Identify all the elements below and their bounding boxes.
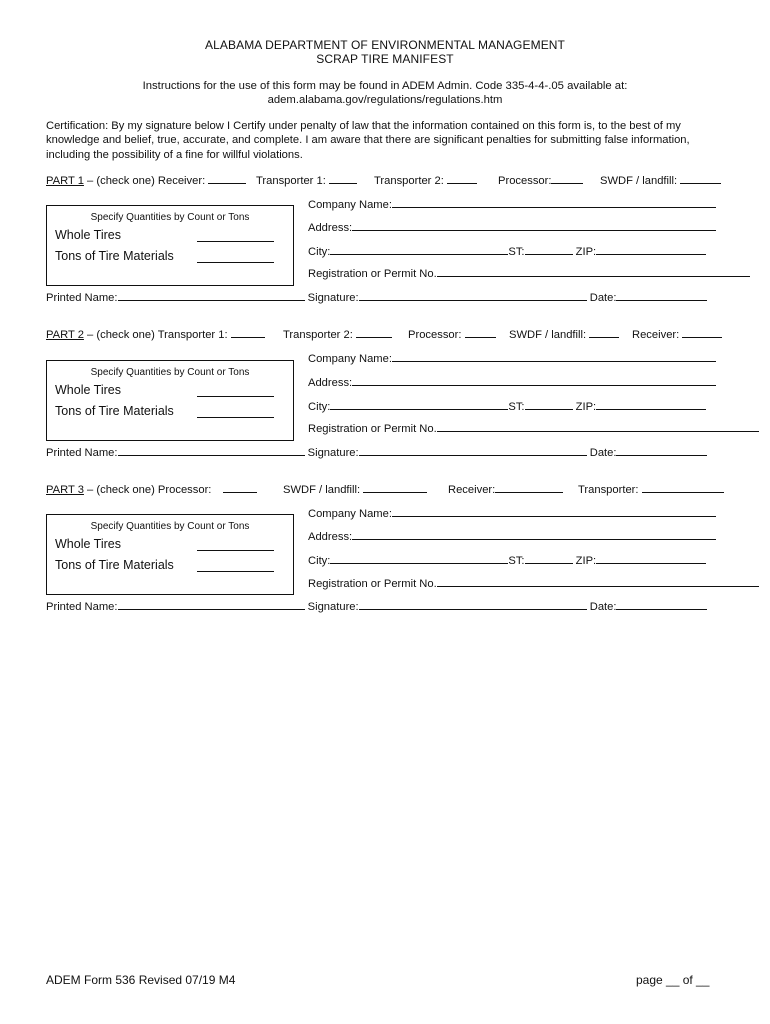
part2-transporter2-blank[interactable]	[356, 326, 392, 338]
part2-specify-heading: Specify Quantities by Count or Tons	[90, 367, 250, 378]
part2-st-field[interactable]	[525, 398, 573, 410]
part3-company-field[interactable]	[392, 505, 716, 517]
part3-label: PART 3	[46, 484, 84, 496]
part2-receiver-label: Receiver:	[632, 329, 680, 341]
part3-registration-label: Registration or Permit No.	[308, 578, 437, 590]
part1-st-field[interactable]	[525, 243, 573, 255]
part1-st-label: ST:	[508, 246, 525, 258]
page-number-footer: page __ of __	[636, 973, 710, 987]
part1-header	[46, 172, 246, 187]
part2-whole-tires-field[interactable]	[197, 396, 274, 397]
part3-address-label: Address:	[308, 531, 353, 543]
part1-signature-field[interactable]	[359, 289, 587, 301]
part3-option-receiver	[448, 481, 563, 496]
part1-zip-field[interactable]	[596, 243, 706, 255]
part2-label: PART 2	[46, 329, 84, 341]
part3-st-field[interactable]	[525, 552, 573, 564]
part2-tons-field[interactable]	[197, 417, 274, 418]
form-subtitle: SCRAP TIRE MANIFEST	[316, 52, 454, 66]
certification-text: Certification: By my signature below I Certify under penalty of law that the information contained on this form is, to the best of my knowledge and belief, true, accurate, and complete. I am aware that there are significant penalties for submitting false information, including the possibility of a fine for willful violations.	[46, 120, 690, 161]
part1-company-label: Company Name:	[308, 199, 392, 211]
part2-whole-tires-label: Whole Tires	[55, 383, 121, 397]
part3-transporter-blank[interactable]	[642, 481, 724, 493]
part1-option-transporter2	[374, 172, 477, 187]
part2-date-label: Date:	[589, 447, 617, 459]
part3-address-row	[308, 528, 716, 543]
part3-option-transporter	[578, 481, 724, 496]
part3-address-field[interactable]	[352, 528, 716, 540]
part1-transporter2-blank[interactable]	[447, 172, 477, 184]
part3-date-field[interactable]	[616, 598, 707, 610]
part1-address-row	[308, 219, 716, 234]
part1-swdf-blank[interactable]	[680, 172, 721, 184]
part2-signature-field[interactable]	[359, 444, 587, 456]
part2-option-transporter2	[283, 326, 392, 341]
part1-address-field[interactable]	[352, 219, 716, 231]
part1-swdf-label: SWDF / landfill:	[600, 175, 678, 187]
part1-quantity-box	[46, 205, 294, 286]
part3-city-label: City:	[308, 555, 331, 567]
part3-processor-blank[interactable]	[223, 481, 257, 493]
part3-specify-heading: Specify Quantities by Count or Tons	[90, 521, 250, 532]
part2-signature-row	[46, 444, 707, 459]
part2-option-receiver	[632, 326, 722, 341]
part3-company-label: Company Name:	[308, 508, 392, 520]
part1-date-field[interactable]	[616, 289, 707, 301]
part3-st-label: ST:	[508, 555, 525, 567]
part1-check-receiver-label: – (check one) Receiver:	[83, 175, 206, 187]
part2-quantity-box	[46, 360, 294, 441]
part1-city-label: City:	[308, 246, 331, 258]
part3-receiver-label: Receiver:	[448, 484, 496, 496]
part1-address-label: Address:	[308, 222, 353, 234]
part3-tons-field[interactable]	[197, 571, 274, 572]
part2-company-label: Company Name:	[308, 353, 392, 365]
part2-zip-label: ZIP:	[575, 401, 597, 413]
part2-zip-field[interactable]	[596, 398, 706, 410]
part1-signature-row	[46, 289, 707, 304]
part1-whole-tires-label: Whole Tires	[55, 228, 121, 242]
part1-registration-field[interactable]	[437, 265, 750, 277]
part2-option-swdf	[509, 326, 619, 341]
part2-city-field[interactable]	[330, 398, 508, 410]
part3-swdf-blank[interactable]	[363, 481, 427, 493]
form-id-footer: ADEM Form 536 Revised 07/19 M4	[46, 973, 236, 987]
part3-city-field[interactable]	[330, 552, 508, 564]
part3-registration-field[interactable]	[437, 575, 759, 587]
part2-company-field[interactable]	[392, 350, 716, 362]
form-title: ALABAMA DEPARTMENT OF ENVIRONMENTAL MANAGEMENT	[205, 38, 565, 52]
part1-company-row	[308, 196, 716, 211]
part2-receiver-blank[interactable]	[682, 326, 722, 338]
part2-swdf-label: SWDF / landfill:	[509, 329, 587, 341]
part2-city-row	[308, 398, 706, 413]
part2-printed-name-field[interactable]	[118, 444, 305, 456]
part1-transporter2-label: Transporter 2:	[374, 175, 444, 187]
part1-specify-heading: Specify Quantities by Count or Tons	[90, 212, 250, 223]
part3-receiver-blank[interactable]	[495, 481, 563, 493]
part3-company-row	[308, 505, 716, 520]
part1-receiver-blank[interactable]	[208, 172, 246, 184]
part3-date-label: Date:	[589, 601, 617, 613]
part1-signature-label: Signature:	[307, 292, 359, 304]
part1-option-processor	[498, 172, 583, 187]
part3-check-processor-label: – (check one) Processor:	[83, 484, 212, 496]
part3-printed-name-field[interactable]	[118, 598, 305, 610]
part2-processor-blank[interactable]	[465, 326, 496, 338]
part3-signature-label: Signature:	[307, 601, 359, 613]
part2-signature-label: Signature:	[307, 447, 359, 459]
part2-address-row	[308, 374, 716, 389]
part2-registration-label: Registration or Permit No.	[308, 423, 437, 435]
part3-whole-tires-field[interactable]	[197, 550, 274, 551]
part1-option-transporter1	[256, 172, 357, 187]
part2-registration-row	[308, 420, 759, 435]
part2-tons-label: Tons of Tire Materials	[55, 404, 174, 418]
part1-city-field[interactable]	[330, 243, 508, 255]
part1-processor-label: Processor:	[498, 175, 552, 187]
part1-printed-name-label: Printed Name:	[46, 292, 118, 304]
part1-company-field[interactable]	[392, 196, 716, 208]
part2-header	[46, 326, 265, 341]
part3-swdf-label: SWDF / landfill:	[283, 484, 361, 496]
part1-option-swdf	[600, 172, 721, 187]
part2-check-transporter1-label: – (check one) Transporter 1:	[83, 329, 228, 341]
part3-signature-field[interactable]	[359, 598, 587, 610]
part3-transporter-label: Transporter:	[578, 484, 639, 496]
part2-transporter1-blank[interactable]	[231, 326, 265, 338]
part3-header	[46, 481, 257, 496]
part3-option-swdf	[283, 481, 427, 496]
part2-registration-field[interactable]	[437, 420, 759, 432]
part2-option-processor	[408, 326, 496, 341]
part1-transporter1-label: Transporter 1:	[256, 175, 326, 187]
part3-registration-row	[308, 575, 759, 590]
part3-quantity-box	[46, 514, 294, 595]
part2-address-label: Address:	[308, 377, 353, 389]
part1-processor-blank[interactable]	[551, 172, 583, 184]
part1-whole-tires-field[interactable]	[197, 241, 274, 242]
part1-city-row	[308, 243, 706, 258]
part2-printed-name-label: Printed Name:	[46, 447, 118, 459]
part2-swdf-blank[interactable]	[589, 326, 619, 338]
part1-tons-field[interactable]	[197, 262, 274, 263]
part2-transporter2-label: Transporter 2:	[283, 329, 353, 341]
part3-city-row	[308, 552, 706, 567]
part1-label: PART 1	[46, 175, 84, 187]
part2-date-field[interactable]	[616, 444, 707, 456]
part1-date-label: Date:	[589, 292, 617, 304]
part3-signature-row	[46, 598, 707, 613]
part1-transporter1-blank[interactable]	[329, 172, 357, 184]
part1-tons-label: Tons of Tire Materials	[55, 249, 174, 263]
instructions-url: adem.alabama.gov/regulations/regulations.htm	[267, 94, 503, 106]
instructions-line: Instructions for the use of this form may be found in ADEM Admin. Code 335-4-4-.05 available at:	[142, 80, 628, 92]
part3-whole-tires-label: Whole Tires	[55, 537, 121, 551]
part1-registration-label: Registration or Permit No.	[308, 268, 437, 280]
part1-printed-name-field[interactable]	[118, 289, 305, 301]
part2-processor-label: Processor:	[408, 329, 462, 341]
part3-printed-name-label: Printed Name:	[46, 601, 118, 613]
part3-tons-label: Tons of Tire Materials	[55, 558, 174, 572]
part2-st-label: ST:	[508, 401, 525, 413]
part2-address-field[interactable]	[352, 374, 716, 386]
part2-company-row	[308, 350, 716, 365]
part1-registration-row	[308, 265, 750, 280]
part3-zip-label: ZIP:	[575, 555, 597, 567]
part2-city-label: City:	[308, 401, 331, 413]
part1-zip-label: ZIP:	[575, 246, 597, 258]
part3-zip-field[interactable]	[596, 552, 706, 564]
